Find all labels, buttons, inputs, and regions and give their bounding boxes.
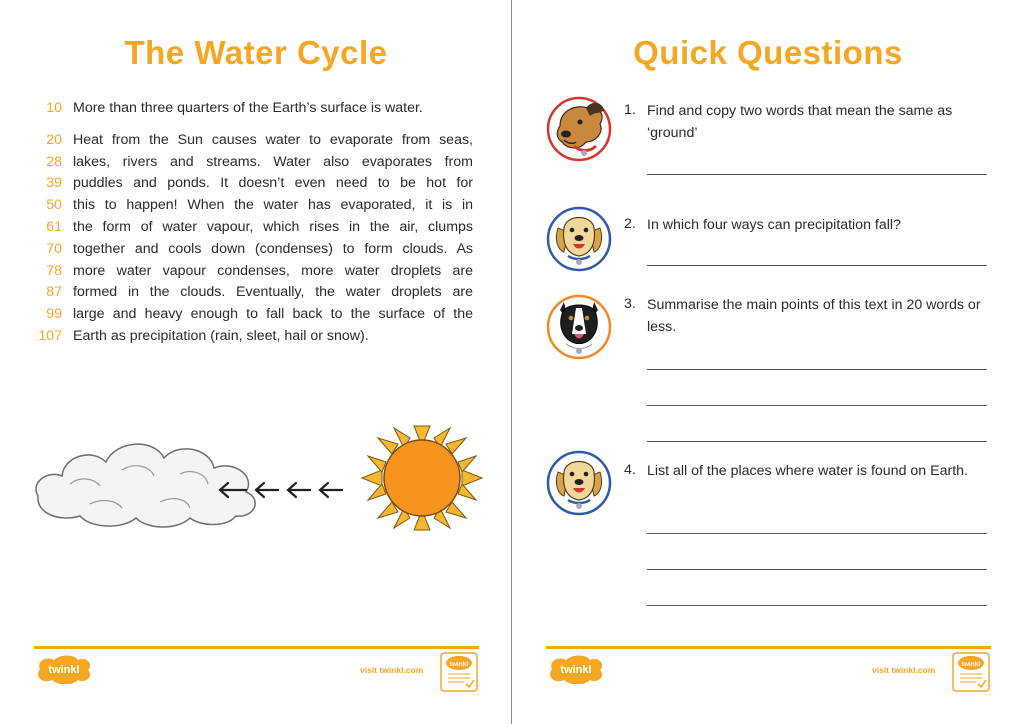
word-count: 28 bbox=[46, 153, 62, 170]
svg-text:twinkl: twinkl bbox=[961, 661, 981, 668]
line-text: formed in the clouds. Eventually, the water droplets are bbox=[73, 284, 473, 301]
evaporation-illustration bbox=[30, 418, 490, 538]
text-line bbox=[28, 261, 473, 283]
question-text: In which four ways can precipitation fall? bbox=[647, 217, 901, 233]
answer-line[interactable] bbox=[647, 441, 987, 442]
text-line bbox=[28, 173, 473, 195]
quality-badge bbox=[952, 652, 990, 692]
question-number: 4. bbox=[624, 462, 636, 478]
text-line bbox=[28, 152, 473, 174]
line-text: the form of water vapour, which rises in the air, clumps bbox=[73, 218, 473, 235]
answer-line[interactable] bbox=[647, 533, 987, 534]
text-line bbox=[28, 304, 473, 326]
question-number: 3. bbox=[624, 296, 636, 312]
text-line bbox=[28, 195, 473, 217]
twinkl-logo[interactable] bbox=[34, 654, 94, 684]
footer-divider bbox=[546, 646, 991, 649]
line-text: puddles and ponds. It doesn’t even need to be hot for bbox=[73, 175, 473, 192]
line-text: lakes, rivers and streams. Water also evaporates from bbox=[73, 153, 473, 170]
word-count: 50 bbox=[46, 197, 62, 214]
answer-line[interactable] bbox=[647, 569, 987, 570]
twinkl-logo[interactable] bbox=[546, 654, 606, 684]
line-text: this to happen! When the water has evaporated, it is in bbox=[73, 197, 473, 214]
question-number: 2. bbox=[624, 216, 636, 232]
answer-line[interactable] bbox=[647, 265, 987, 266]
line-text: Earth as precipitation (rain, sleet, hail or snow). bbox=[73, 327, 369, 344]
line-text: more water vapour condenses, more water droplets are bbox=[73, 262, 473, 279]
terrier-dog-icon bbox=[546, 96, 612, 162]
text-line bbox=[28, 217, 473, 239]
svg-text:twinkl: twinkl bbox=[449, 661, 469, 668]
visit-link[interactable]: visit twinkl.com bbox=[872, 665, 936, 675]
word-count: 20 bbox=[46, 131, 62, 148]
word-count: 107 bbox=[38, 327, 62, 344]
page-title: The Water Cycle bbox=[124, 34, 388, 71]
text-line bbox=[28, 282, 473, 304]
word-count: 61 bbox=[46, 218, 62, 235]
page-title: Quick Questions bbox=[633, 34, 903, 71]
sun-icon bbox=[362, 426, 482, 530]
line-text: Heat from the Sun causes water to evaporate from seas, bbox=[73, 131, 473, 148]
word-count: 78 bbox=[46, 262, 62, 279]
visit-link[interactable]: visit twinkl.com bbox=[360, 665, 424, 675]
cloud-icon bbox=[36, 444, 255, 527]
answer-line[interactable] bbox=[647, 605, 987, 606]
word-count: 87 bbox=[46, 284, 62, 301]
golden-retriever-icon bbox=[546, 206, 612, 272]
line-text: together and cools down (condenses) to form clouds. As bbox=[73, 240, 473, 257]
right-page bbox=[512, 0, 1024, 724]
answer-line[interactable] bbox=[647, 174, 987, 175]
answer-line[interactable] bbox=[647, 369, 987, 370]
svg-text:twinkl: twinkl bbox=[560, 664, 592, 676]
line-text: large and heavy enough to fall back to the surface of the bbox=[73, 306, 473, 323]
footer-divider bbox=[34, 646, 479, 649]
text-line bbox=[28, 326, 473, 348]
word-count: 39 bbox=[46, 175, 62, 192]
word-count: 10 bbox=[46, 100, 62, 116]
question-text: Find and copy two words that mean the same as ‘ground’ bbox=[647, 103, 953, 141]
question-number: 1. bbox=[624, 102, 636, 118]
line-text: More than three quarters of the Earth’s surface is water. bbox=[73, 100, 423, 116]
text-line bbox=[28, 98, 473, 120]
text-line bbox=[28, 239, 473, 261]
word-count: 99 bbox=[46, 306, 62, 323]
word-count: 70 bbox=[46, 240, 62, 257]
svg-text:twinkl: twinkl bbox=[48, 664, 80, 676]
reading-text bbox=[28, 98, 473, 348]
question-text: List all of the places where water is found on Earth. bbox=[647, 463, 968, 479]
question-text: Summarise the main points of this text in 20 words or less. bbox=[647, 297, 981, 335]
golden-retriever-icon bbox=[546, 450, 612, 516]
collie-dog-icon bbox=[546, 294, 612, 360]
answer-line[interactable] bbox=[647, 405, 987, 406]
text-line bbox=[28, 130, 473, 152]
quality-badge bbox=[440, 652, 478, 692]
